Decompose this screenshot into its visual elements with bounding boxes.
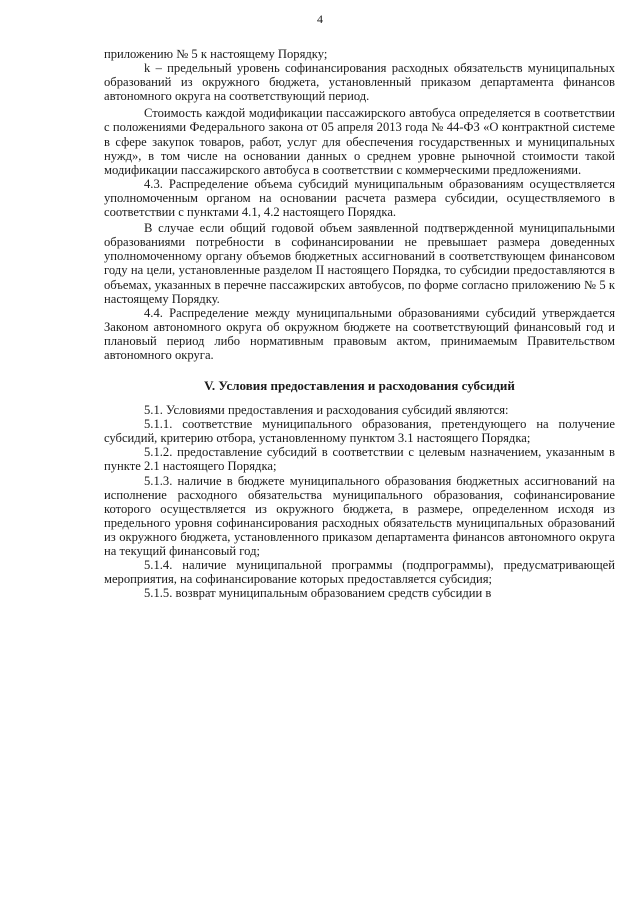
- paragraph-appendix-ref: приложению № 5 к настоящему Порядку;: [104, 47, 328, 61]
- paragraph-k-definition: k – предельный уровень софинансирования расходных обязательств муниципальных образований из окружного бюджета, установленный приказом департамента финансов автономного округа на соответствующий период.: [104, 61, 615, 104]
- paragraph-5-1: 5.1. Условиями предоставления и расходования субсидий являются:: [144, 403, 509, 418]
- paragraph-4-3: 4.3. Распределение объема субсидий муниципальным образованиям осуществляется уполномоченным органом на основании расчета размера субсидии, осуществляемого в соответствии с пунктами 4.1, 4.2 настоящего Порядка.: [104, 176, 615, 220]
- paragraph-5-1-3: 5.1.3. наличие в бюджете муниципального образования бюджетных ассигнований на исполнение расходного обязательства муниципального образования, софинансирование которого осуществляется из окружного бюджета, в размере, определенном исходя из предельного уровня софинансирования расходных обязательств муниципальных образований из окружного бюджета, установленного приказом департамента финансов автономного округа на текущий финансовый год;: [104, 473, 615, 558]
- paragraph-5-1-1: 5.1.1. соответствие муниципального образования, претендующего на получение субсидий, критерию отбора, установленному пунктом 3.1 настоящего Порядка;: [104, 417, 615, 446]
- page-number: 4: [317, 12, 323, 26]
- paragraph-5-1-2: 5.1.2. предоставление субсидий в соответствии с целевым назначением, указанным в пункте 2.1 настоящего Порядка;: [104, 445, 615, 474]
- paragraph-annual-volume: В случае если общий годовой объем заявленной подтвержденной муниципальными образованиями потребности в софинансировании не превышает размера доведенных уполномоченному органу объемов бюджетных ассигнований в соответствующем финансовом году на цели, установленные разделом II настоящего Порядка, то субсидии предоставляются в объемах, указанных в перечне пассажирских автобусов, по форме согласно приложению № 5 к настоящему Порядку.: [104, 221, 615, 306]
- section-heading: V. Условия предоставления и расходования субсидий: [204, 378, 515, 394]
- paragraph-bus-cost: Стоимость каждой модификации пассажирского автобуса определяется в соответствии с положениями Федерального закона от 05 апреля 2013 года № 44-ФЗ «О контрактной системе в сфере закупок товаров, работ, услуг для обеспечения государственных и муниципальных нужд», в том числе на основании данных о среднем уровне рыночной стоимости такой модификации пассажирского автобуса в соответствии с коммерческими предложениями.: [104, 106, 615, 177]
- paragraph-5-1-4: 5.1.4. наличие муниципальной программы (подпрограммы), предусматривающей мероприятия, на софинансирование которых предоставляется субсидия;: [104, 558, 615, 587]
- paragraph-4-4: 4.4. Распределение между муниципальными образованиями субсидий утверждается Законом автономного округа об окружном бюджете на соответствующий финансовый год и плановый период либо нормативным правовым актом, принимаемым Правительством автономного округа.: [104, 305, 615, 362]
- paragraph-5-1-5: 5.1.5. возврат муниципальным образованием средств субсидии в: [144, 586, 492, 601]
- document-body: [104, 47, 615, 600]
